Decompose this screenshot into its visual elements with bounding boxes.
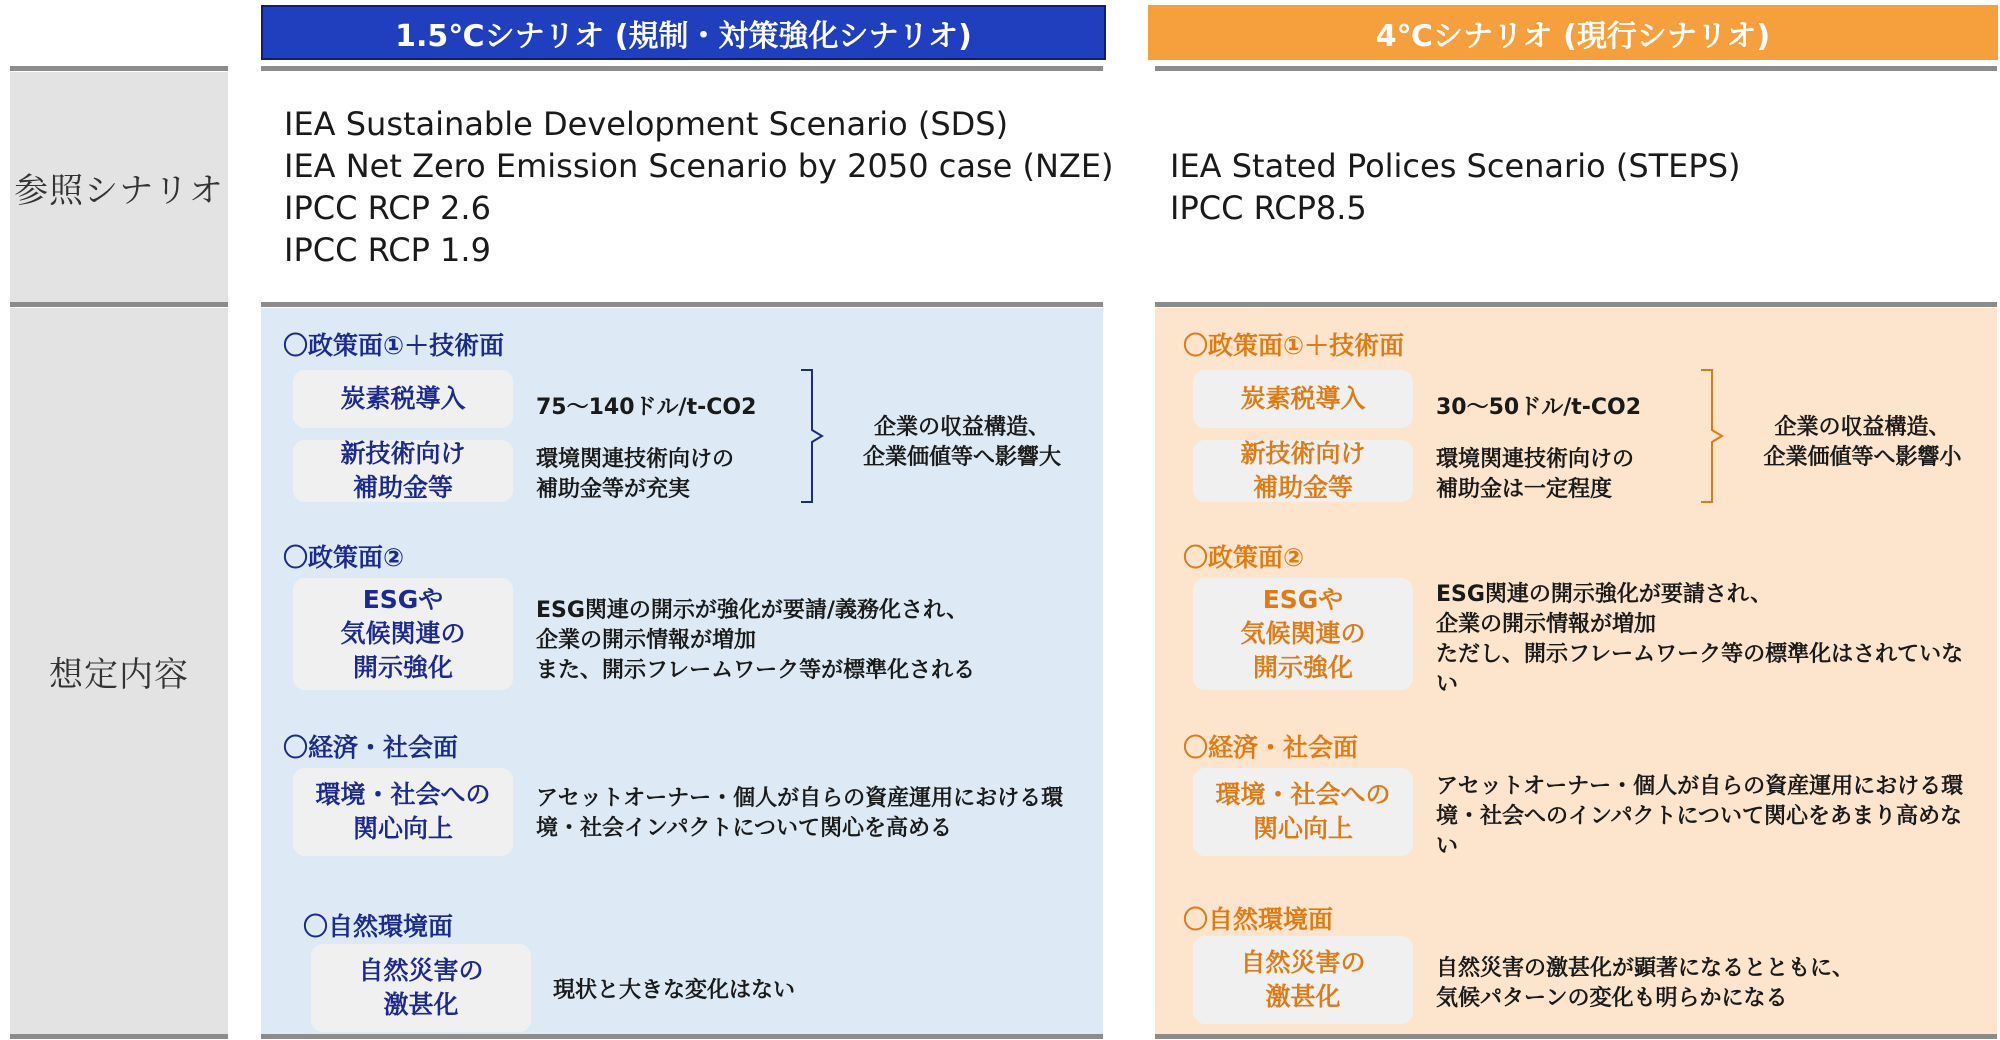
section-policy-tech: 〇政策面①＋技術面 [1183,331,1405,360]
desc-esg-disclosure: ESG関連の開示強化が要請され、 企業の開示情報が増加 ただし、開示フレームワーク等の標準化はされていな い [1436,582,1964,697]
desc-carbon-tax: 30～50ドル/t-CO2 [1436,395,1642,420]
reference-item: IPCC RCP 1.9 [284,231,491,269]
desc-tech-subsidy: 環境関連技術向けの 補助金等が充実 [536,447,735,502]
divider-line [261,1034,1103,1039]
desc-esg-disclosure: ESG関連の開示が強化が要請/義務化され、 企業の開示情報が増加 また、開示フレームワーク等が標準化される [536,598,976,683]
chip-social-interest: 環境・社会への 関心向上 [1193,768,1413,856]
chip-natural-disasters: 自然災害の 激甚化 [1193,936,1413,1024]
desc-natural-disasters: 自然災害の激甚化が顕著になるとともに、 気候パターンの変化も明らかになる [1436,956,1855,1011]
divider-line [261,302,1103,307]
section-economy-society: 〇経済・社会面 [283,733,459,762]
impact-summary: 企業の収益構造、 企業価値等へ影響大 [862,415,1061,470]
reference-item: IEA Net Zero Emission Scenario by 2050 case (NZE) [284,147,1114,185]
chip-tech-subsidy: 新技術向け 補助金等 [1193,440,1413,502]
section-policy-2: 〇政策面② [1183,543,1305,572]
chip-esg-disclosure: ESGや 気候関連の 開示強化 [293,578,513,690]
divider-line [10,302,228,307]
header-4c-scenario: 4℃シナリオ (現行シナリオ) [1148,5,1998,60]
desc-tech-subsidy: 環境関連技術向けの 補助金は一定程度 [1436,447,1635,502]
section-policy-tech: 〇政策面①＋技術面 [283,331,505,360]
chip-tech-subsidy: 新技術向け 補助金等 [293,440,513,502]
divider-line [1155,302,1997,307]
section-natural-environment: 〇自然環境面 [1183,905,1334,934]
section-economy-society: 〇経済・社会面 [1183,733,1359,762]
divider-line [1155,66,1997,71]
header-1-5c-scenario: 1.5℃シナリオ (規制・対策強化シナリオ) [261,5,1106,60]
desc-natural-disasters: 現状と大きな変化はない [553,978,796,1003]
reference-item: IPCC RCP 2.6 [284,189,491,227]
divider-line [261,66,1103,71]
desc-social-interest: アセットオーナー・個人が自らの資産運用における環 境・社会へのインパクトについて関心をあまり高めな い [1436,774,1964,859]
reference-item: IEA Stated Polices Scenario (STEPS) [1170,147,1741,185]
divider-line [10,66,228,71]
reference-item: IPCC RCP8.5 [1170,189,1367,227]
brace-icon [1698,368,1728,504]
row-label-reference-scenario: 参照シナリオ [10,72,228,302]
impact-summary: 企業の収益構造、 企業価値等へ影響小 [1763,415,1962,470]
chip-carbon-tax: 炭素税導入 [293,370,513,428]
desc-social-interest: アセットオーナー・個人が自らの資産運用における環 境・社会インパクトについて関心を高める [536,786,1064,841]
brace-icon [798,368,828,504]
chip-esg-disclosure: ESGや 気候関連の 開示強化 [1193,578,1413,690]
chip-natural-disasters: 自然災害の 激甚化 [311,944,531,1032]
reference-item: IEA Sustainable Development Scenario (SDS) [284,105,1009,143]
reference-list-right [1170,145,1740,229]
section-natural-environment: 〇自然環境面 [303,912,454,941]
section-policy-2: 〇政策面② [283,543,405,572]
reference-list-left [284,103,1114,271]
row-label-assumptions: 想定内容 [10,308,228,1034]
chip-social-interest: 環境・社会への 関心向上 [293,768,513,856]
desc-carbon-tax: 75～140ドル/t-CO2 [536,395,757,420]
divider-line [1155,1034,1997,1039]
divider-line [10,1034,228,1039]
chip-carbon-tax: 炭素税導入 [1193,370,1413,428]
